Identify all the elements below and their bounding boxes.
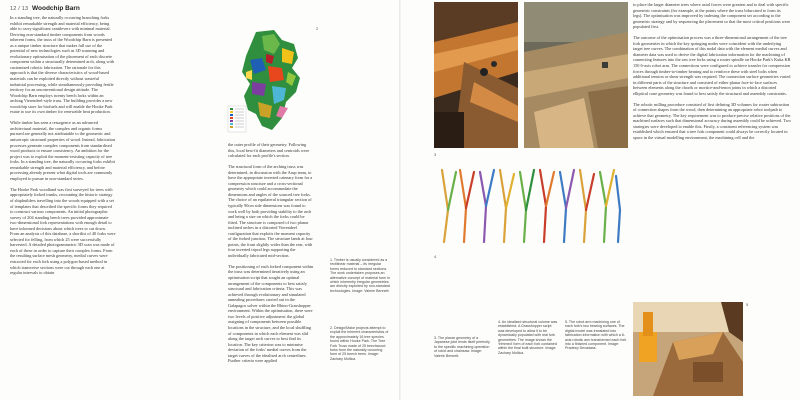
paragraph: The positioning of each forked component within the truss was determined iteratively using an optimisation script that sought an optimal arrangement of the components to best satisfy structural and fabrication criteria. This was achieved through evolutionary and simulated annealing procedures carried out in the Galapagos solver within the Rhino-Grasshopper environment. Within the optimisation, there were two levels of positive adjustment: the global assigning of components between possible locations in the structure, and the local shuffling of components in which each element was slid along the target arch curves to best find its location. The key criterion was to minimise deviation of the forks' medial curves from the target curves of the idealised arch centrelines. Further criteria were applied bbox=[228, 263, 314, 364]
caption-1: 1. Timber is usually considered as a rectilinear material – its irregular forms reduced to standard sections. The work undertaken proposes an alternative concept of material form in which inherently irregular geometries are directly exploited by non-standard technologies. Image: Valerie Bennett. bbox=[330, 258, 390, 293]
paragraph: to place the larger diameter trees where axial forces were greatest and to deal with specific geometric constraints (for example, at the points where the truss bifurcated to form its legs). The optimisation was improved by indexing the component set according to the geometric strategy and by sequencing the placement so that the most critical positions were populated first. bbox=[633, 2, 791, 30]
book-gutter bbox=[399, 0, 401, 400]
robot-arm-graphic bbox=[633, 302, 743, 396]
paragraph: The robotic milling procedure consisted of first defining 3D volumes for router subtraction of connection shapes from the wood, then determining an appropriate robot toolpath to achieve that geometry. The key requirement was to produce precise relative positions of the machined surfaces such that dimensional accuracy during assembly could be achieved. Two strategies were developed to enable this. Firstly, a consistent referencing system was established which ensured that a tree fork component could always be correctly located in space in the virtual modelling environment, the machining cell and the bbox=[633, 101, 791, 141]
figure-number-4: 4 bbox=[434, 254, 437, 259]
paragraph: The outcome of the optimisation process was a three-dimensional arrangement of the tree fork geometries in which the key springing nodes were coincident with the underlying target tree curves. The combination of this nodal data with the element medial curves and diameter data was used to derive the digital fabrication information for the machining of connecting features into the raw tree forks using a router spindle on Hooke Park's Kuka KR 150 6-axis robot arm. The connections were configured to achieve transfer for compression forces through timber-to-timber bearing and to reinforce these with steel bolts when additional tension or shear strength was required. The connection surface geometries varied in different parts of the structure and consisted of either planar face-to-face surfaces between elements along the chords or mortice-and-tenon joints in which a distorted elliptical cone geometry was found to best satisfy the structural and assembly constraints. bbox=[633, 35, 791, 96]
site-map-figure bbox=[222, 26, 324, 138]
paragraph: In a standing tree, the naturally occurring branching forks exhibit remarkable strength and material efficiency, being able to carry significant cantilevers with minimal material. Deriving non-standard timber components from woods inherent forms, the truss of the Woodchip Barn is presented as a unique timber structure that makes full use of the potential of new technologies such as 3D scanning and evolutionary optimisation of the placement of each discrete component within a structurally determined arch, along with customised robotic fabrication. The rationale for this approach is that the diverse characteristics of wood-based materials can be exploited directly without wasteful industrial processing, while simultaneously providing fertile territory for an unconventional design attitude. The Woodchip Barn employs twenty beech forks within an arching Vierendeel-style truss. The building provides a new woodchip store for biofuels and will enable the Hooke Park estate to use its own timber for renewable heat production. bbox=[10, 15, 115, 115]
body-column-3 bbox=[633, 2, 791, 302]
site-map-graphic bbox=[222, 26, 324, 138]
caption-3: 3. The planar geometry of a Japanese joint lends itself perfectly to the specific machining operation of robot and chainsaw. Image: Valerie Bennett. bbox=[434, 336, 490, 358]
fork-geometry-diagram bbox=[434, 160, 626, 250]
caption-2: 2. Design/Make projects attempt to exploit the inherent characteristics of the approximately 16 tree species found within Hooke Park. The Tree Fork Truss made of 25 beechwood forks from the naturally occurring form of 25 beech trees. Image: Zachary Mollica. bbox=[330, 326, 389, 361]
paragraph: While timber has seen a resurgence as an advanced architectural material, the complex and organic forms pursued are generally not attributable to the geometric and anisotropic structural properties of wood. Instead, fabrication processes generate complex components from standardised wood products to ensure consistency. An ambition for the project was to exploit the moment-resisting capacity of tree forks. In a standing tree, the naturally occurring forks exhibit remarkable strength and material efficiency, and before processing already present what digital tools are commonly employed to pursue in non-standard series. bbox=[10, 120, 116, 181]
figure-number-2: 2 bbox=[316, 26, 319, 31]
figure-number-5: 5 bbox=[746, 302, 749, 307]
caption-4: 4. An idealised structural volume was established. A Grasshopper script was developed to allow it to be dynamically populated with real fork geometries. The image shows the 'trimmed' form of each fork contained within the final built structure. Image: Zachary Mollica. bbox=[498, 320, 558, 355]
page-title: Woodchip Barn bbox=[32, 5, 80, 12]
paragraph: The structural form of the arching truss was determined, in discussion with the Arup team, to have the appropriate inverted catenary form for a compression structure and a cross-sectional geometry which could accommodate the dimensions and angles of the sourced tree forks. The choice of an equilateral triangular section of typically 90cm side dimensions was found to work well by both providing stability to the arch and being a size on which the forks could be fitted. The structure is composed of two planar inclined arches in a distorted Vierendeel configuration that exploits the moment capacity of the forked junction. The structure lands at four points, the front slightly wider than the rear, with four inverted tripod legs supporting the individually fabricated mid-section. bbox=[228, 164, 313, 258]
joint-photo-graphic bbox=[434, 2, 518, 148]
robot-arm-photo bbox=[633, 302, 743, 396]
paragraph: The Hooke Park woodland was first surveyed for trees with appropriately forked trunks, recounting the historic strategy of shipbuilders travelling into the woods equipped with a set of templates that described the specific forms they required to construct various components. An initial photographic survey of 204 standing beech trees provided approximate two-dimensional fork representations with enough detail to have informed decisions about which trees to cut down. From an analysis of this database, a shortlist of 40 forks were selected for felling, from which 25 were successfully harvested. A detailed photogrammetric 3D scan was made of each of these in order to capture their complex forms. From the resulting surface mesh geometry, medial curves were extracted for each fork using a polygon-based method in which transverse sections were cut through each one at regular intervals to obtain bbox=[10, 186, 116, 276]
paragraph: the outer profile of their geometry. Following this, local best-fit diameters and centroids were calculated for each profile's section. bbox=[228, 142, 310, 159]
joint-photo bbox=[434, 2, 518, 148]
caption-5: 5. The robot arm machining one of each fork's two bearing surfaces. The digital model was translated into fabrication information with which a 6-axis robotic arm transformed each fork into a finished component. Image: Pradeep Devadass. bbox=[565, 320, 627, 351]
body-column-2 bbox=[228, 142, 314, 398]
body-column-1 bbox=[10, 15, 116, 399]
fork-closeup-photo bbox=[524, 2, 628, 148]
fork-geometry-graphic bbox=[434, 160, 626, 250]
page-number: 12 / 13 bbox=[10, 6, 29, 12]
fork-closeup-graphic bbox=[524, 2, 628, 148]
figure-number-3: 3 bbox=[434, 152, 437, 157]
